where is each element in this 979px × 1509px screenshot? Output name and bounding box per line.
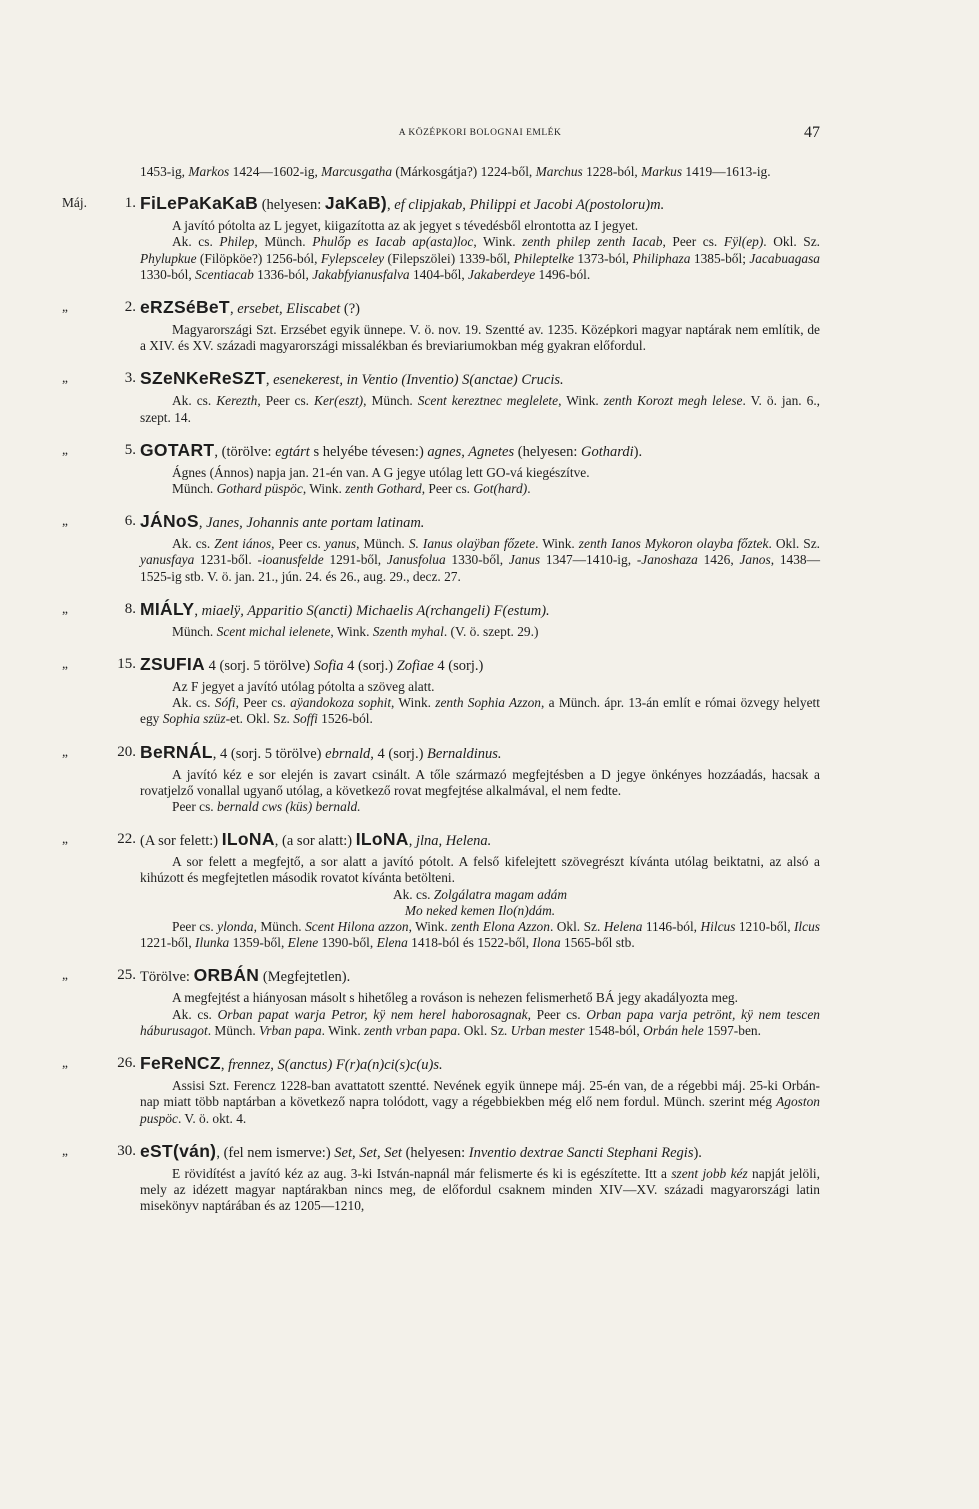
heading-text: 4 (sorj.) <box>433 658 484 675</box>
text-span: Peer cs. <box>172 799 217 815</box>
text-span: 1565-ből stb. <box>560 935 635 951</box>
text-span: 1418-ból és 1522-ből, <box>407 935 533 951</box>
entry-heading <box>140 1140 820 1164</box>
latin-reading: Gothardi <box>580 443 634 460</box>
text-span: , Münch. <box>356 536 409 552</box>
text-span: E rövidítést a javító kéz az aug. 3-ki István-napnál már felismerte és ki is egészítette. Itt a <box>172 1165 672 1181</box>
text-span: Peer cs. <box>172 919 218 935</box>
heading-text: , <box>387 197 395 214</box>
text-span: 1330-ból, <box>140 266 196 282</box>
text-span: Münch. <box>172 623 217 639</box>
calendar-entry-may-5 <box>62 439 820 497</box>
rune-reading: ORBÁN <box>193 965 260 986</box>
latin-reading: Inventio dextrae Sancti Stephani Regis <box>468 1144 694 1161</box>
italic-span: Janus <box>508 552 541 568</box>
latin-reading: egtárt <box>275 443 310 460</box>
text-span: . Okl. Sz. <box>768 536 821 552</box>
text-span: , Wink. <box>408 919 452 935</box>
rune-reading: eRZSéBeT <box>140 297 230 318</box>
ditto-marker: „ <box>62 743 68 759</box>
rune-reading: eST(ván) <box>140 1140 217 1161</box>
text-span: 1146-ból, <box>642 919 701 935</box>
rune-reading: GOTART <box>140 439 215 460</box>
italic-span: Soffi <box>293 711 318 727</box>
text-span: , Peer cs. <box>421 481 474 497</box>
italic-span: Philep <box>219 234 255 250</box>
italic-span: Jakabfyianusfalva <box>312 266 410 282</box>
heading-text: , (a sor alatt:) <box>274 833 356 850</box>
ditto-marker: „ <box>62 656 68 672</box>
entry-paragraph <box>140 1007 820 1039</box>
entry-heading <box>140 1052 820 1076</box>
italic-span: zenth Korozt megh lelese <box>603 393 743 409</box>
text-span: , Wink. <box>302 481 346 497</box>
entry-paragraph <box>140 919 820 951</box>
heading-text: , (törölve: <box>214 443 276 460</box>
heading-text: , <box>229 301 238 318</box>
entry-heading <box>140 367 820 391</box>
calendar-entry-may-15 <box>62 653 820 728</box>
latin-reading: ersebet, Eliscabet <box>237 301 341 318</box>
italic-span: Orban papat warja Petror, kÿ nem herel haborosagnak <box>217 1006 528 1022</box>
italic-span: Hilcus <box>700 919 736 935</box>
italic-span: Elena <box>376 935 408 951</box>
intro-italic: Markos <box>188 164 230 179</box>
text-span: , Peer cs. <box>271 536 325 552</box>
heading-text: (Megfejtetlen). <box>259 969 351 986</box>
text-span: , Peer cs. <box>662 234 724 250</box>
entry-paragraph <box>140 234 820 283</box>
italic-span: Agoston puspöc <box>140 1094 820 1126</box>
italic-span: Scentiacab <box>195 266 254 282</box>
italic-span: Phileptelke <box>513 250 574 266</box>
text-span: . V. ö. jan. 6., szept. 14. <box>140 393 821 425</box>
ditto-marker: „ <box>62 600 68 616</box>
text-span: 1291-ből, <box>323 552 387 568</box>
italic-span: zenth Sophia Azzon <box>435 695 541 711</box>
italic-span: Urban mester <box>510 1022 585 1038</box>
italic-span: Sófi <box>214 695 236 711</box>
heading-text: , <box>194 602 202 619</box>
entry-paragraph <box>140 695 820 727</box>
day-number: 20. <box>117 743 136 760</box>
text-span: . Okl. Sz. <box>549 919 604 935</box>
ditto-marker: „ <box>62 967 68 983</box>
heading-text: Törölve: <box>140 969 194 986</box>
entry-paragraph <box>140 799 820 815</box>
calendar-entry-may-2 <box>62 296 820 354</box>
italic-span: Fÿl(ep) <box>723 234 764 250</box>
heading-text: , 4 (sorj. 5 törölve) <box>212 745 326 762</box>
text-span: . (V. ö. szept. 29.) <box>443 623 539 639</box>
text-span: 1404-ből, <box>409 266 469 282</box>
text-span: , Münch. <box>253 919 306 935</box>
entry-heading <box>140 653 820 677</box>
text-span: 1359-ből, <box>229 935 288 951</box>
text-span: Ak. cs. <box>172 536 215 552</box>
entry-heading <box>140 741 820 765</box>
heading-text: , (fel nem ismerve:) <box>216 1144 335 1161</box>
text-span: 1347—1410-ig, <box>540 552 637 568</box>
intro-paragraph <box>140 164 820 180</box>
latin-reading: jlna, Helena. <box>416 833 492 850</box>
italic-span: aÿandokoza sophit <box>290 695 392 711</box>
heading-text: s helyébe tévesen:) <box>309 443 428 460</box>
calendar-entry-may-22 <box>62 828 820 951</box>
entry-paragraph <box>140 393 820 425</box>
text-span: 1231-ből. <box>194 552 258 568</box>
entry-heading <box>140 828 820 852</box>
heading-text: 4 (sorj. 5 törölve) <box>205 658 314 675</box>
italic-span: -ioanusfelde <box>257 552 324 568</box>
text-span: Ak. cs. <box>172 234 220 250</box>
heading-text: (helyesen: <box>401 1144 469 1161</box>
text-span: Assisi Szt. Ferencz 1228-ban avattatott szentté. Nevének egyik ünnepe máj. 25-én van, de a régebbi máj. 25-ki Orbán-nap miatt több naptárban a következő napra tolódott, vagy a régebbiekben még elő nem fordul. Münch. szerint még <box>140 1078 820 1110</box>
italic-span: S. Ianus olaÿban főzete <box>408 536 536 552</box>
latin-reading: Sofia <box>313 658 344 675</box>
text-span: , 1438—1525-ig stb. V. ö. jan. 21., jún. 24. és 26., aug. 29., decz. 27. <box>140 552 820 584</box>
italic-span: ylonda <box>217 919 254 935</box>
italic-span: Ilunka <box>195 935 230 951</box>
text-span: , Wink. <box>330 623 373 639</box>
italic-span: Zolgálatra magam adám <box>433 886 568 902</box>
text-span: Ak. cs. <box>392 886 434 902</box>
calendar-entry-may-26 <box>62 1052 820 1127</box>
day-number: 15. <box>117 656 136 673</box>
calendar-entry-may-20 <box>62 741 820 816</box>
text-span: , Peer cs. <box>527 1006 587 1022</box>
italic-span: Philiphaza <box>632 250 691 266</box>
day-number: 30. <box>117 1142 136 1159</box>
italic-span: Fylepsceley <box>320 250 385 266</box>
latin-reading: agnes, Agnetes <box>427 443 515 460</box>
text-span: , Münch. <box>254 234 313 250</box>
intro-text: 1453-ig, <box>140 164 189 179</box>
italic-span: Zent iános <box>214 536 272 552</box>
day-number: 6. <box>124 513 136 530</box>
italic-span: Elene <box>287 935 319 951</box>
text-span: , Wink. <box>391 695 436 711</box>
text-span: , Peer cs. <box>235 695 291 711</box>
latin-reading: ebrnald <box>325 745 371 762</box>
italic-span: Janusfolua <box>386 552 446 568</box>
entry-heading <box>140 598 820 622</box>
day-number: 26. <box>117 1055 136 1072</box>
italic-span: yanus <box>324 536 357 552</box>
text-span: 1426, <box>697 552 740 568</box>
text-span: 1496-ból. <box>535 266 591 282</box>
italic-span: zenth Gothard <box>345 481 422 497</box>
intro-text: 1424—1602-ig, <box>229 164 322 179</box>
text-span: Münch. <box>172 481 217 497</box>
calendar-entry-may-1 <box>62 192 821 283</box>
italic-span: Ilcus <box>793 919 820 935</box>
day-number: 8. <box>124 600 136 617</box>
rune-reading: ILoNA <box>221 829 275 850</box>
heading-text: , <box>265 372 274 389</box>
heading-text: (?) <box>340 301 360 318</box>
entry-paragraph <box>140 1078 820 1127</box>
ditto-marker: „ <box>62 513 68 529</box>
heading-text: ). <box>633 443 643 460</box>
latin-reading: Zofiae <box>396 658 434 675</box>
rune-reading: SZeNKeReSZT <box>140 368 266 389</box>
running-title: A KÖZÉPKORI BOLOGNAI EMLÉK <box>398 128 562 138</box>
text-span: , a Münch. ápr. 13-án említ e római özvegy helyett egy <box>140 695 820 727</box>
italic-span: Got(hard) <box>473 481 528 497</box>
italic-span: zenth Ianos Mykoron olayba főztek <box>578 536 769 552</box>
entry-paragraph <box>140 536 820 585</box>
latin-reading: ef clipjakab, Philippi et Jacobi A(postoloru)m. <box>394 197 665 214</box>
italic-span: szent jobb kéz <box>671 1165 748 1181</box>
italic-span: Vrban papa <box>259 1022 322 1038</box>
entry-paragraph <box>140 624 820 640</box>
day-number: 25. <box>117 967 136 984</box>
heading-text: (helyesen: <box>514 443 581 460</box>
intro-italic: Marchus <box>535 164 583 179</box>
italic-span: Scent kereztnec meglelete <box>417 393 559 409</box>
text-span: (Filöpköe?) 1256-ból, <box>196 250 321 266</box>
latin-reading: miaelÿ, Apparitio S(ancti) Michaelis A(rchangeli) F(estum). <box>201 602 550 619</box>
text-span: Ak. cs. <box>172 695 215 711</box>
text-span: 1390-ből, <box>318 935 377 951</box>
italic-span: bernald cws (küs) bernald. <box>217 799 361 815</box>
latin-reading: Janes, Johannis ante portam latinam. <box>206 515 425 532</box>
italic-span: Jakaberdeye <box>468 266 536 282</box>
text-span: . V. ö. okt. 4. <box>177 1110 247 1126</box>
italic-span: Kerezth <box>216 393 258 409</box>
italic-span: Gothard püspöc <box>216 481 303 497</box>
rune-reading: FiLePaKaKaB <box>140 193 259 214</box>
italic-span: Szenth myhal <box>372 623 444 639</box>
text-span: -et. Okl. Sz. <box>225 711 294 727</box>
heading-text: 4 (sorj.) <box>343 658 397 675</box>
italic-span: Helena <box>603 919 643 935</box>
ditto-marker: „ <box>62 370 68 386</box>
entry-heading <box>140 296 820 320</box>
text-span: (Filepszölei) 1339-ből, <box>384 250 514 266</box>
latin-reading: esenekerest, in Ventio (Inventio) S(anctae) Crucis. <box>273 372 564 389</box>
text-span: . Münch. <box>207 1022 260 1038</box>
entry-heading <box>140 510 820 534</box>
text-span: . Okl. Sz. <box>763 234 821 250</box>
text-span: 1330-ből, <box>445 552 509 568</box>
day-number: 3. <box>124 370 136 387</box>
italic-span: Scent michal ielenete <box>216 623 331 639</box>
text-span: 1373-ból, <box>573 250 633 266</box>
text-span: , Münch. <box>363 393 418 409</box>
calendar-entry-may-25 <box>62 964 820 1039</box>
intro-italic: Marcusgatha <box>321 164 393 179</box>
ditto-marker: „ <box>62 1142 68 1158</box>
ditto-marker: „ <box>62 299 68 315</box>
intro-text: 1419—1613-ig. <box>682 164 771 179</box>
rune-reading: ZSUFIA <box>140 654 205 675</box>
intro-text: (Márkosgátja?) 1224-ből, <box>392 164 536 179</box>
italic-span: zenth philep zenth Iacab <box>522 234 663 250</box>
text-span: Ak. cs. <box>172 1006 218 1022</box>
text-span: 1548-ból, <box>584 1022 644 1038</box>
italic-span: Scent Hilona azzon <box>305 919 409 935</box>
italic-span: Jacabuagasa <box>749 250 821 266</box>
text-span: Ak. cs. <box>172 393 217 409</box>
entry-paragraph <box>140 481 820 497</box>
text-span: napját jelöli, mely az idézett magyar naptárakban nincs meg, de előfordul csaknem minden XIV—XV. századi magyarországi latin misekönyv naptárában és az 1205—1210, <box>140 1165 820 1214</box>
heading-text: ). <box>693 1144 702 1161</box>
intro-text: 1228-ból, <box>582 164 642 179</box>
heading-text: , <box>220 1057 229 1074</box>
entry-heading <box>140 964 820 988</box>
text-span: , Wink. <box>558 393 604 409</box>
text-span: . Wink. <box>535 536 579 552</box>
rune-reading: MIÁLY <box>140 598 195 619</box>
rune-reading: ILoNA <box>355 829 409 850</box>
text-span: . Okl. Sz. <box>457 1022 511 1038</box>
italic-span: Orbán hele <box>643 1022 704 1038</box>
latin-reading: frennez, S(anctus) F(r)a(n)ci(s)c(u)s. <box>228 1057 443 1074</box>
italic-span: zenth vrban papa <box>364 1022 458 1038</box>
rune-reading-corrected: JaKaB) <box>324 193 388 214</box>
entry-paragraph <box>140 1166 820 1215</box>
entry-paragraph: A javító pótolta az L jegyet, kiigazította az ak jegyet s tévedésből elrontotta az I jegyet. <box>172 218 639 234</box>
calendar-entry-may-30 <box>62 1140 820 1215</box>
italic-span: Phylupkue <box>140 250 197 266</box>
text-span: , Peer cs. <box>257 393 315 409</box>
italic-span: Sophia szüz <box>162 711 226 727</box>
italic-span: Orban papa varja petrönt, kÿ nem tescen háburusagot <box>140 1006 820 1038</box>
verse-line <box>140 887 820 903</box>
entry-paragraph: Az F jegyet a javító utólag pótolta a szöveg alatt. <box>172 679 435 695</box>
heading-text: , <box>408 833 416 850</box>
day-number: 22. <box>117 831 136 848</box>
italic-span: Ker(eszt) <box>314 393 364 409</box>
entry-heading <box>140 192 820 216</box>
heading-text: (A sor felett:) <box>140 833 222 850</box>
rune-reading: BeRNÁL <box>140 741 213 762</box>
text-span: , Wink. <box>473 234 523 250</box>
italic-span: zenth Elona Azzon <box>451 919 550 935</box>
latin-reading: Set, Set, Set <box>334 1144 402 1161</box>
month-marker: Máj. <box>62 195 87 211</box>
verse-line: Mo neked kemen Ilo(n)dám. <box>404 902 556 918</box>
page-number: 47 <box>804 124 820 141</box>
italic-span: Phulőp es Iacab ap(asta)loc <box>312 234 474 250</box>
entry-heading <box>140 439 820 463</box>
entry-paragraph: A sor felett a megfejtő, a sor alatt a javító pótolt. A felső kifelejtett szövegrészt kívánta utólag beiktatni, az alsó a kihúzott és megfejtetlen második rovatot kívánta betölteni. <box>140 854 820 886</box>
text-span: . Wink. <box>321 1022 365 1038</box>
entry-paragraph: A megfejtést a hiányosan másolt s hihetőleg a rováson is nehezen felismerhető BÁ jegy akadályozta meg. <box>172 990 738 1006</box>
ditto-marker: „ <box>62 1055 68 1071</box>
text-span: 1336-ból, <box>253 266 313 282</box>
italic-span: -Janoshaza <box>636 552 698 568</box>
text-span: 1385-ből; <box>690 250 750 266</box>
heading-text: (helyesen: <box>258 197 325 214</box>
calendar-entry-may-6 <box>62 510 821 585</box>
page-header <box>140 124 820 144</box>
day-number: 5. <box>124 441 136 458</box>
calendar-entry-may-8 <box>62 598 820 640</box>
entry-paragraph: Magyarországi Szt. Erzsébet egyik ünnepe. V. ö. nov. 19. Szentté av. 1235. Középkori magyar naptárak nem említik, de a XIV. és XV. századi magyarországi missalékban és breviariumokban még gyakran előfordul. <box>140 322 820 354</box>
heading-text: , <box>198 515 207 532</box>
text-span: 1597-ben. <box>703 1022 761 1038</box>
text-span: 1210-ből, <box>735 919 794 935</box>
text-span: . <box>527 481 531 497</box>
day-number: 2. <box>124 299 136 316</box>
day-number: 1. <box>124 195 136 212</box>
latin-reading: Bernaldinus. <box>427 745 502 762</box>
heading-text: , 4 (sorj.) <box>370 745 428 762</box>
intro-italic: Markus <box>641 164 683 179</box>
text-span: 1221-ből, <box>140 935 196 951</box>
entry-paragraph: A javító kéz e sor elején is zavart csinált. A tőle származó megfejtésben a D jegye önkényes hozzáadás, hacsak a rovatjelző vonallal ugyanő utólag, a következő rovat megfejtése alkalmával, el nem fedte. <box>140 766 820 798</box>
entry-paragraph: Ágnes (Ánnos) napja jan. 21-én van. A G jegye utólag lett GO-vá kiegészítve. <box>172 464 590 480</box>
ditto-marker: „ <box>62 441 68 457</box>
ditto-marker: „ <box>62 831 68 847</box>
text-span: 1526-ból. <box>317 711 373 727</box>
italic-span: Ilona <box>532 935 561 951</box>
italic-span: yanusfaya <box>140 552 195 568</box>
rune-reading: JÁNoS <box>140 511 199 532</box>
page-body <box>62 164 821 1227</box>
italic-span: Janos <box>739 552 771 568</box>
rune-reading: FeReNCZ <box>140 1053 221 1074</box>
calendar-entry-may-3 <box>62 367 821 425</box>
